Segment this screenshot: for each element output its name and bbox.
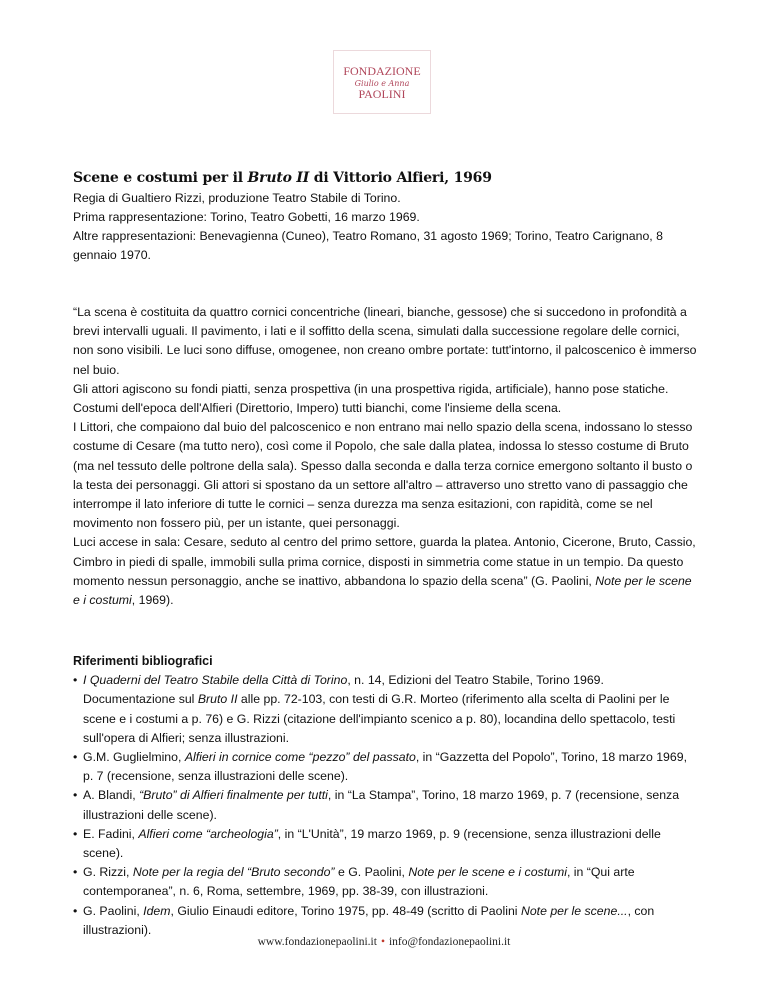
foundation-logo (333, 50, 431, 114)
footer-separator: • (380, 936, 385, 948)
reference-item: • G.M. Guglielmino, Alfieri in cornice come “pezzo” del passato, in “Gazzetta del Popolo”, Torino, 18 marzo 1969, p. 7 (recensione, senza illustrazioni delle scene). (73, 748, 698, 786)
reference-item: • A. Blandi, “Bruto” di Alfieri finalmente per tutti, in “La Stampa”, Torino, 18 marzo 1969, p. 7 (recensione, senza illustrazioni delle scene). (73, 786, 698, 824)
reference-item: • G. Paolini, Idem, Giulio Einaudi editore, Torino 1975, pp. 48-49 (scritto di Paolini Note per le scene..., con illustrazioni). (73, 902, 698, 940)
meta-line: Regia di Gualtiero Rizzi, produzione Teatro Stabile di Torino. (73, 191, 401, 205)
logo-line-3: PAOLINI (358, 87, 406, 101)
reference-item: • I Quaderni del Teatro Stabile della Città di Torino, n. 14, Edizioni del Teatro Stabile, Torino 1969. Documentazione sul Bruto II alle pp. 72-103, con testi di G.R. Morteo (riferimento alla scelta di Paolini per le scene e i costumi a p. 76) e G. Rizzi (citazione dell'impianto scenico a p. 80), locandina dello spettacolo, testi sull'opera di Alfieri; senza illustrazioni. (73, 671, 698, 748)
email-link[interactable]: info@fondazionepaolini.it (388, 936, 511, 948)
paolini-quote (73, 303, 698, 610)
website-link[interactable]: www.fondazionepaolini.it (257, 936, 377, 948)
reference-item: • E. Fadini, Alfieri come “archeologia”, in “L'Unità”, 19 marzo 1969, p. 9 (recensione, senza illustrazioni delle scene). (73, 825, 698, 863)
meta-line: Altre rappresentazioni: Benevagienna (Cuneo), Teatro Romano, 31 agosto 1969; Torino, Teatro Carignano, 8 gennaio 1970. (73, 229, 663, 262)
quote-paragraph: “La scena è costituita da quattro cornici concentriche (lineari, bianche, gessose) che si succedono in profondità a brevi intervalli uguali. Il pavimento, i lati e il soffitto della scena, simulati dalla successione regolare delle cornici, non sono visibili. Le luci sono diffuse, omogenee, non creano ombre portate: tutt'intorno, il palcoscenico è immerso nel buio. (73, 305, 697, 377)
page-footer (0, 936, 768, 948)
bibliography-heading: Riferimenti bibliografici (73, 654, 213, 669)
production-info (73, 189, 698, 265)
document-body (73, 170, 698, 940)
meta-line: Prima rappresentazione: Torino, Teatro Gobetti, 16 marzo 1969. (73, 210, 420, 224)
quote-paragraph: Luci accese in sala: Cesare, seduto al centro del primo settore, guarda la platea. Antonio, Cicerone, Bruto, Cassio, Cimbro in piedi di spalle, immobili sulla prima cornice, disposti in simmetria come statue in un tempio. Da questo momento nessun personaggio, anche se inattivo, abbandona lo spazio della scena” (G. Paolini, Note per le scene e i costumi, 1969). (73, 535, 696, 608)
quote-paragraph: Gli attori agiscono su fondi piatti, senza prospettiva (in una prospettiva rigida, artificiale), hanno pose statiche. Costumi dell'epoca dell'Alfieri (Direttorio, Impero) tutti bianchi, come l'insieme della scena. (73, 381, 669, 416)
quote-paragraph: I Littori, che compaiono dal buio del palcoscenico e non entrano mai nello spazio della scena, indossano lo stesso costume di Cesare (ma tutto nero), così come il Popolo, che sale dalla platea, indossa lo stesso costume di Bruto (ma nel tessuto delle poltrone della sala). Spesso dalla seconda e dalla terza cornice emergono soltanto il busto o la testa dei personaggi. Gli attori si spostano da un settore all'altro – attraverso uno stretto vano di passaggio che interrompe il lato inferiore di tutte le cornici – senza durezza ma senza esitazioni, con rapidità, come se nel movimento non fossero più, per un istante, quei personaggi. (73, 420, 693, 531)
logo-script: Giulio e Anna (354, 79, 410, 88)
logo-line-1: FONDAZIONE (343, 64, 421, 78)
reference-item: • G. Rizzi, Note per la regia del “Bruto secondo” e G. Paolini, Note per le scene e i costumi, in “Qui arte contemporanea”, n. 6, Roma, settembre, 1969, pp. 38-39, con illustrazioni. (73, 863, 698, 901)
page-title: Scene e costumi per il Bruto II di Vittorio Alfieri, 1969 (73, 170, 492, 186)
bibliography (73, 652, 698, 940)
